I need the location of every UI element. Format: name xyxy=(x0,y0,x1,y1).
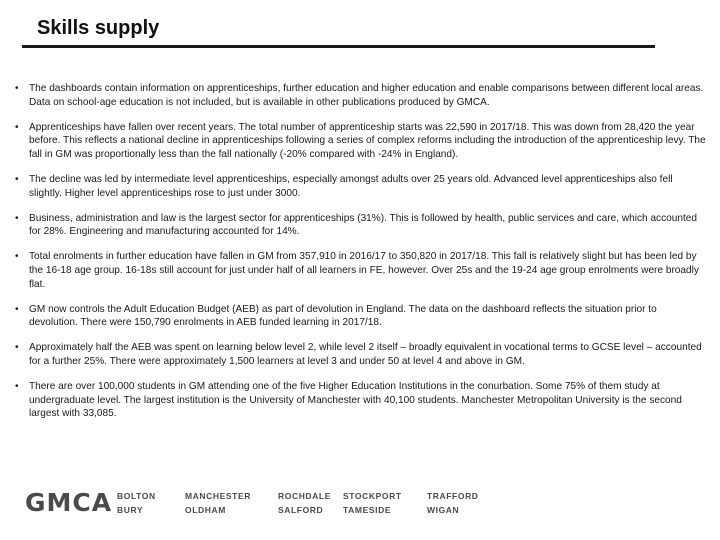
bullet-item: • Total enrolments in further education have fallen in GM from 357,910 in 2016/17 to 350,820 in 2017/18. This fall is relatively slight but has been led by the 16-18 age group. 16-18s still account for just under half of all learners in FE, however. Over 25s and the 19-24 age group enrolments were broadly flat. xyxy=(14,250,708,291)
district-list xyxy=(117,491,487,515)
bullet-item: • There are over 100,000 students in GM attending one of the five Higher Education Institutions in the conurbation. Some 75% of them study at undergraduate level. The largest institution is the University of Manchester with 40,100 students. Manchester Metropolitan University is the second largest with 33,085. xyxy=(14,380,708,421)
district-name: WIGAN xyxy=(427,504,460,515)
title-underline xyxy=(22,45,655,48)
bullet-item: • Approximately half the AEB was spent on learning below level 2, while level 2 itself – broadly equivalent in vocational terms to GCSE level – accounted for a further 25%. There were approximately 1,500 learners at level 3 and under 50 at level 4 and above in GM. xyxy=(14,341,708,368)
bullet-item: • Business, administration and law is the largest sector for apprenticeships (31%). This is followed by health, public services and care, which accounted for 28%. Engineering and manufacturing accounted for 14%. xyxy=(14,212,708,239)
page-title: Skills supply xyxy=(37,17,160,39)
bullet-item: • Apprenticeships have fallen over recent years. The total number of apprenticeship starts was 22,590 in 2017/18. This was down from 28,420 the year before. This reflects a national decline in apprenticeships following a series of complex reforms including the introduction of the apprenticeship levy. The fall in GM was proportionally less than the fall nationally (-20% compared with -24% in England). xyxy=(14,121,708,162)
district-name: BURY xyxy=(117,504,144,515)
bullet-item: • The dashboards contain information on apprenticeships, further education and higher education and enable comparisons between different local areas. Data on school-age education is not included, but is available in other publications produced by GMCA. xyxy=(14,82,708,109)
district-name: OLDHAM xyxy=(185,504,226,515)
footer xyxy=(25,488,487,517)
district-name: STOCKPORT xyxy=(343,490,402,501)
bullet-list xyxy=(14,82,708,432)
district-name: ROCHDALE xyxy=(278,490,331,501)
district-name: MANCHESTER xyxy=(185,490,251,501)
district-name: TRAFFORD xyxy=(427,490,479,501)
bullet-item: • The decline was led by intermediate level apprenticeships, especially amongst adults over 25 years old. Advanced level apprenticeships also fell slightly. Higher level apprenticeships rose to just under 3000. xyxy=(14,173,708,200)
district-name: BOLTON xyxy=(117,490,156,501)
bullet-item: • GM now controls the Adult Education Budget (AEB) as part of devolution in England. The data on the dashboard reflects the situation prior to devolution. There were 150,790 enrolments in AEB funded learning in 2017/18. xyxy=(14,303,708,330)
district-name: SALFORD xyxy=(278,504,324,515)
gmca-logo: GMCA xyxy=(25,488,113,517)
district-name: TAMESIDE xyxy=(343,504,392,515)
